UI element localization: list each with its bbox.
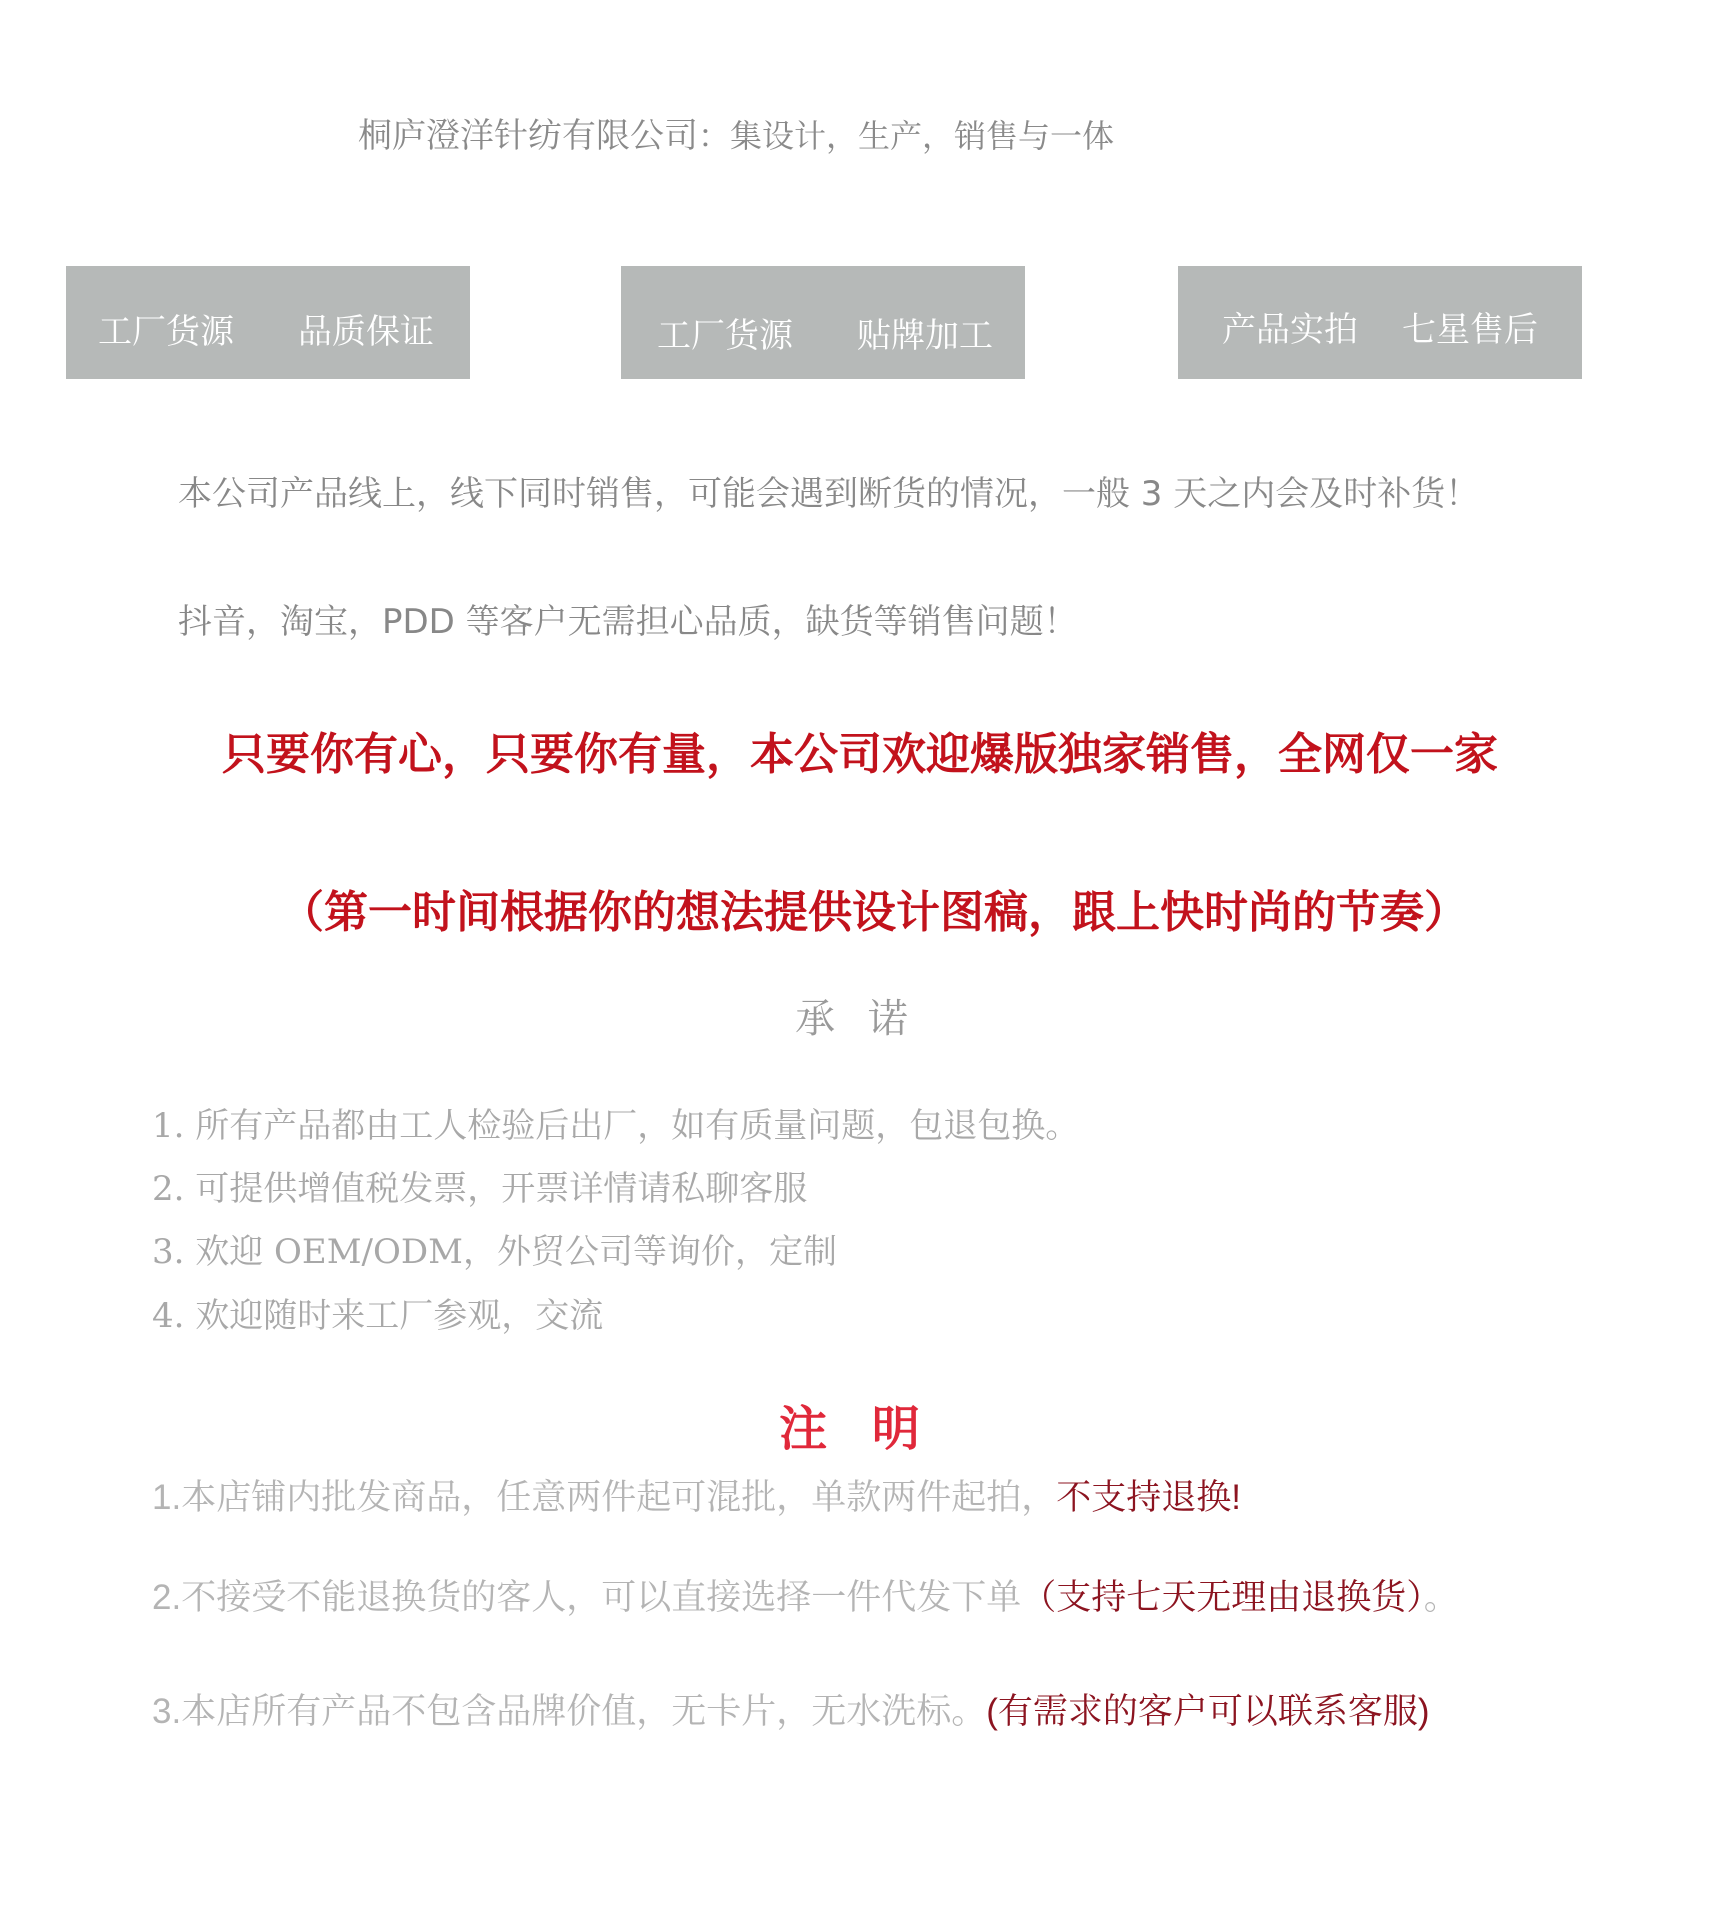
slogan-design: （第一时间根据你的想法提供设计图稿，跟上快时尚的节奏）: [280, 887, 1468, 938]
promise-item: 4. 欢迎随时来工厂参观，交流: [152, 1296, 604, 1336]
note-item: [152, 1570, 1459, 1620]
badge-photo-service: [1178, 266, 1582, 379]
info-line-platforms: 抖音，淘宝，PDD 等客户无需担心品质，缺货等销售问题！: [178, 602, 1078, 642]
note-item: [152, 1684, 1430, 1734]
promise-item: 2. 可提供增值税发票，开票详情请私聊客服: [152, 1169, 808, 1209]
company-name: 桐庐澄洋针纺有限公司: [358, 116, 698, 156]
slogan-exclusive: 只要你有心，只要你有量，本公司欢迎爆版独家销售，全网仅一家: [222, 729, 1498, 780]
promise-item: 1. 所有产品都由工人检验后出厂，如有质量问题，包退包换。: [152, 1106, 1080, 1146]
note-highlight: 不支持退换!: [1056, 1478, 1241, 1517]
note-text: 2.不接受不能退换货的客人，可以直接选择一件代发下单: [152, 1578, 1022, 1617]
info-line-restock: 本公司产品线上，线下同时销售，可能会遇到断货的情况，一般 3 天之内会及时补货！: [178, 474, 1480, 514]
promise-title: 承 诺: [795, 996, 918, 1042]
note-tail: 。: [1423, 1578, 1459, 1617]
note-text: 3.本店所有产品不包含品牌价值，无卡片，无水洗标。: [152, 1692, 987, 1731]
note-item: [152, 1470, 1241, 1520]
company-tagline: ：集设计，生产，销售与一体: [698, 117, 1115, 155]
badge-factory-oem: [621, 266, 1025, 379]
note-text: 1.本店铺内批发商品，任意两件起可混批，单款两件起拍，: [152, 1478, 1057, 1517]
badge-label-right: 七星售后: [1402, 310, 1538, 350]
badge-label-right: 贴牌加工: [857, 316, 993, 356]
badge-label-left: 产品实拍: [1222, 310, 1358, 350]
badge-factory-quality: [66, 266, 470, 379]
note-highlight: （支持七天无理由退换货）: [1021, 1578, 1424, 1617]
company-heading: [358, 108, 1114, 157]
promise-item: 3. 欢迎 OEM/ODM，外贸公司等询价，定制: [152, 1232, 837, 1272]
badge-label-left: 工厂货源: [98, 312, 234, 352]
badge-label-left: 工厂货源: [657, 316, 793, 356]
notes-title: 注 明: [779, 1401, 934, 1457]
note-highlight: (有需求的客户可以联系客服): [986, 1692, 1430, 1731]
badge-label-right: 品质保证: [298, 312, 434, 352]
